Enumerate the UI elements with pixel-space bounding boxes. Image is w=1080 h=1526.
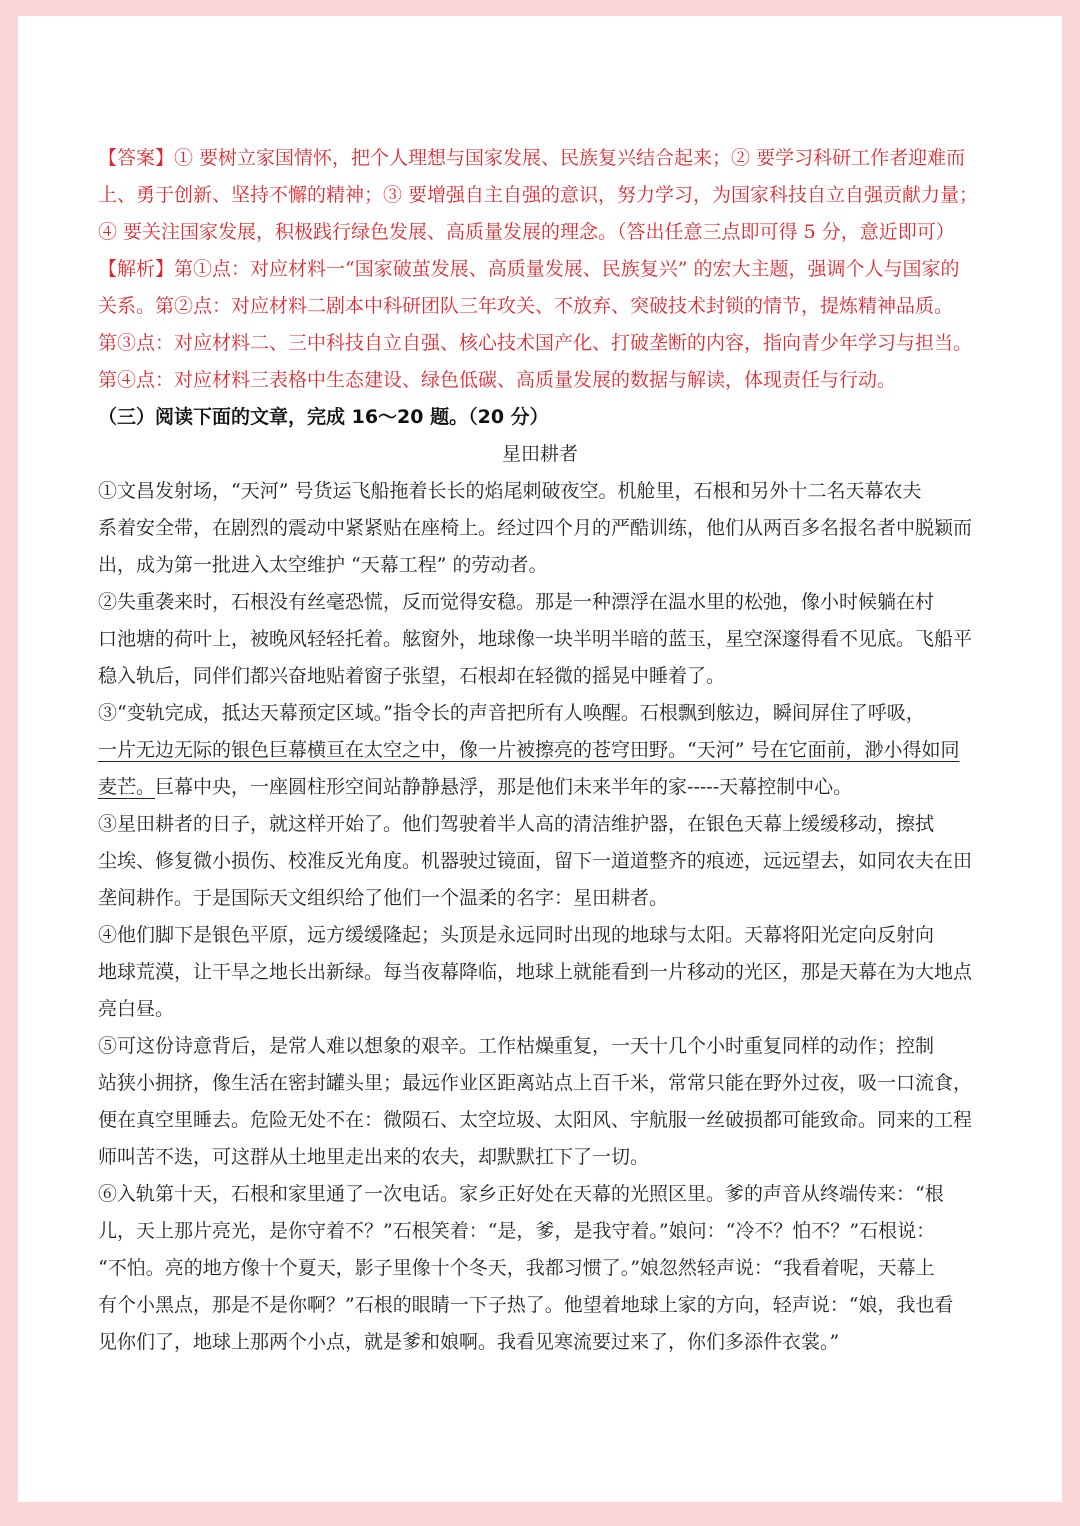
paragraph-line: 地球荒漠，让干旱之地长出新绿。每当夜幕降临，地球上就能看到一片移动的光区，那是天幕在为大地点 (98, 961, 973, 983)
paragraph-line: 儿，天上那片亮光，是你守着不？”石根笑着：“是，爹，是我守着。”娘问：“冷不？怕不？”石根说： (98, 1220, 936, 1242)
paragraph-line: 站狭小拥挤，像生活在密封罐头里；最远作业区距离站点上百千米，常常只能在野外过夜，吸一口流食， (98, 1072, 973, 1094)
paragraph-text: 巨幕中央，一座圆柱形空间站静静悬浮，那是他们未来半年的家-----天幕控制中心。 (155, 776, 853, 798)
paragraph-line: ③星田耕者的日子，就这样开始了。他们驾驶着半人高的清洁维护器，在银色天幕上缓缓移动，擦拭 (98, 813, 935, 835)
article-title: 星田耕者 (501, 443, 578, 465)
paragraph-line: ⑥入轨第十天，石根和家里通了一次电话。家乡正好处在天幕的光照区里。爹的声音从终端传来：“根 (98, 1183, 944, 1205)
paragraph-3 (98, 695, 982, 806)
paragraph-line: ③“变轨完成，抵达天幕预定区域。”指令长的声音把所有人唤醒。石根飘到舷边，瞬间屏住了呼吸， (98, 702, 925, 724)
paragraph-line: ⑤可这份诗意背后，是常人难以想象的艰辛。工作枯燥重复，一天十几个小时重复同样的动作；控制 (98, 1035, 935, 1057)
paragraph-line (98, 769, 982, 806)
paragraph-line: 见你们了，地球上那两个小点，就是爹和娘啊。我看见寒流要过来了，你们多添件衣裳。” (98, 1331, 840, 1353)
document-page (18, 16, 1062, 1502)
paragraph-6 (98, 1028, 982, 1176)
paragraph-line: 系着安全带，在剧烈的震动中紧紧贴在座椅上。经过四个月的严酷训练，他们从两百多名报名者中脱颖而 (98, 517, 973, 539)
answer-line: 上、勇于创新、坚持不懈的精神；③ 要增强自主自强的意识，努力学习，为国家科技自立自强贡献力量； (98, 184, 979, 206)
paragraph-line: 口池塘的荷叶上，被晚风轻轻托着。舷窗外，地球像一块半明半暗的蓝玉，星空深邃得看不见底。飞船平 (98, 628, 973, 650)
answer-block (98, 140, 982, 251)
underlined-sentence: 一片无边无际的银色巨幕横亘在太空之中，像一片被擦亮的苍穹田野。“天河” 号在它面前，渺小得如同 (98, 739, 960, 761)
paragraph-line: 有个小黑点，那是不是你啊？”石根的眼睛一下子热了。他望着地球上家的方向，轻声说：“娘，我也看 (98, 1294, 954, 1316)
paragraph-line: 垄间耕作。于是国际天文组织给了他们一个温柔的名字：星田耕者。 (98, 887, 669, 909)
section-heading: （三）阅读下面的文章，完成 16～20 题。（20 分） (98, 406, 549, 428)
paragraph-2 (98, 584, 982, 695)
paragraph-line: 亮白昼。 (98, 998, 175, 1020)
analysis-line: 第③点：对应材料二、三中科技自立自强、核心技术国产化、打破垄断的内容，指向青少年学习与担当。 (98, 332, 973, 354)
answer-line: ④ 要关注国家发展，积极践行绿色发展、高质量发展的理念。（答出任意三点即可得 5 分，意近即可） (98, 221, 955, 243)
paragraph-1 (98, 473, 982, 584)
paragraph-4 (98, 806, 982, 917)
paragraph-line: 便在真空里睡去。危险无处不在：微陨石、太空垃圾、太阳风、宇航服一丝破损都可能致命。同来的工程 (98, 1109, 973, 1131)
paragraph-line: ①文昌发射场，“天河” 号货运飞船拖着长长的焰尾刺破夜空。机舱里，石根和另外十二名天幕农夫 (98, 480, 922, 502)
paragraph-line: 师叫苦不迭，可这群从土地里走出来的农夫，却默默扛下了一切。 (98, 1146, 650, 1168)
analysis-line: 关系。第②点：对应材料二剧本中科研团队三年攻关、不放弃、突破技术封锁的情节，提炼精神品质。 (98, 295, 954, 317)
paragraph-line: ②失重袭来时，石根没有丝毫恐慌，反而觉得安稳。那是一种漂浮在温水里的松弛，像小时候躺在村 (98, 591, 935, 613)
paragraph-line: 出，成为第一批进入太空维护 “天幕工程” 的劳动者。 (98, 554, 548, 576)
paragraph-line: 尘埃、修复微小损伤、校准反光角度。机器驶过镜面，留下一道道整齐的痕迹，远远望去，如同农夫在田 (98, 850, 973, 872)
paragraph-line: 稳入轨后，同伴们都兴奋地贴着窗子张望，石根却在轻微的摇晃中睡着了。 (98, 665, 726, 687)
document-content (98, 140, 982, 1361)
paragraph-7 (98, 1176, 982, 1361)
paragraph-5 (98, 917, 982, 1028)
analysis-block (98, 251, 982, 399)
analysis-line: 【解析】第①点：对应材料一“国家破茧发展、高质量发展、民族复兴” 的宏大主题，强调个人与国家的 (98, 258, 960, 280)
paragraph-line: ④他们脚下是银色平原，远方缓缓隆起；头顶是永远同时出现的地球与太阳。天幕将阳光定向反射向 (98, 924, 935, 946)
analysis-line: 第④点：对应材料三表格中生态建设、绿色低碳、高质量发展的数据与解读，体现责任与行动。 (98, 369, 897, 391)
paragraph-line: “不怕。亮的地方像十个夏天，影子里像十个冬天，我都习惯了。”娘忽然轻声说：“我看着呢，天幕上 (98, 1257, 935, 1279)
answer-line: 【答案】① 要树立家国情怀，把个人理想与国家发展、民族复兴结合起来；② 要学习科研工作者迎难而 (98, 147, 966, 169)
underlined-sentence-end: 麦芒。 (98, 776, 156, 798)
